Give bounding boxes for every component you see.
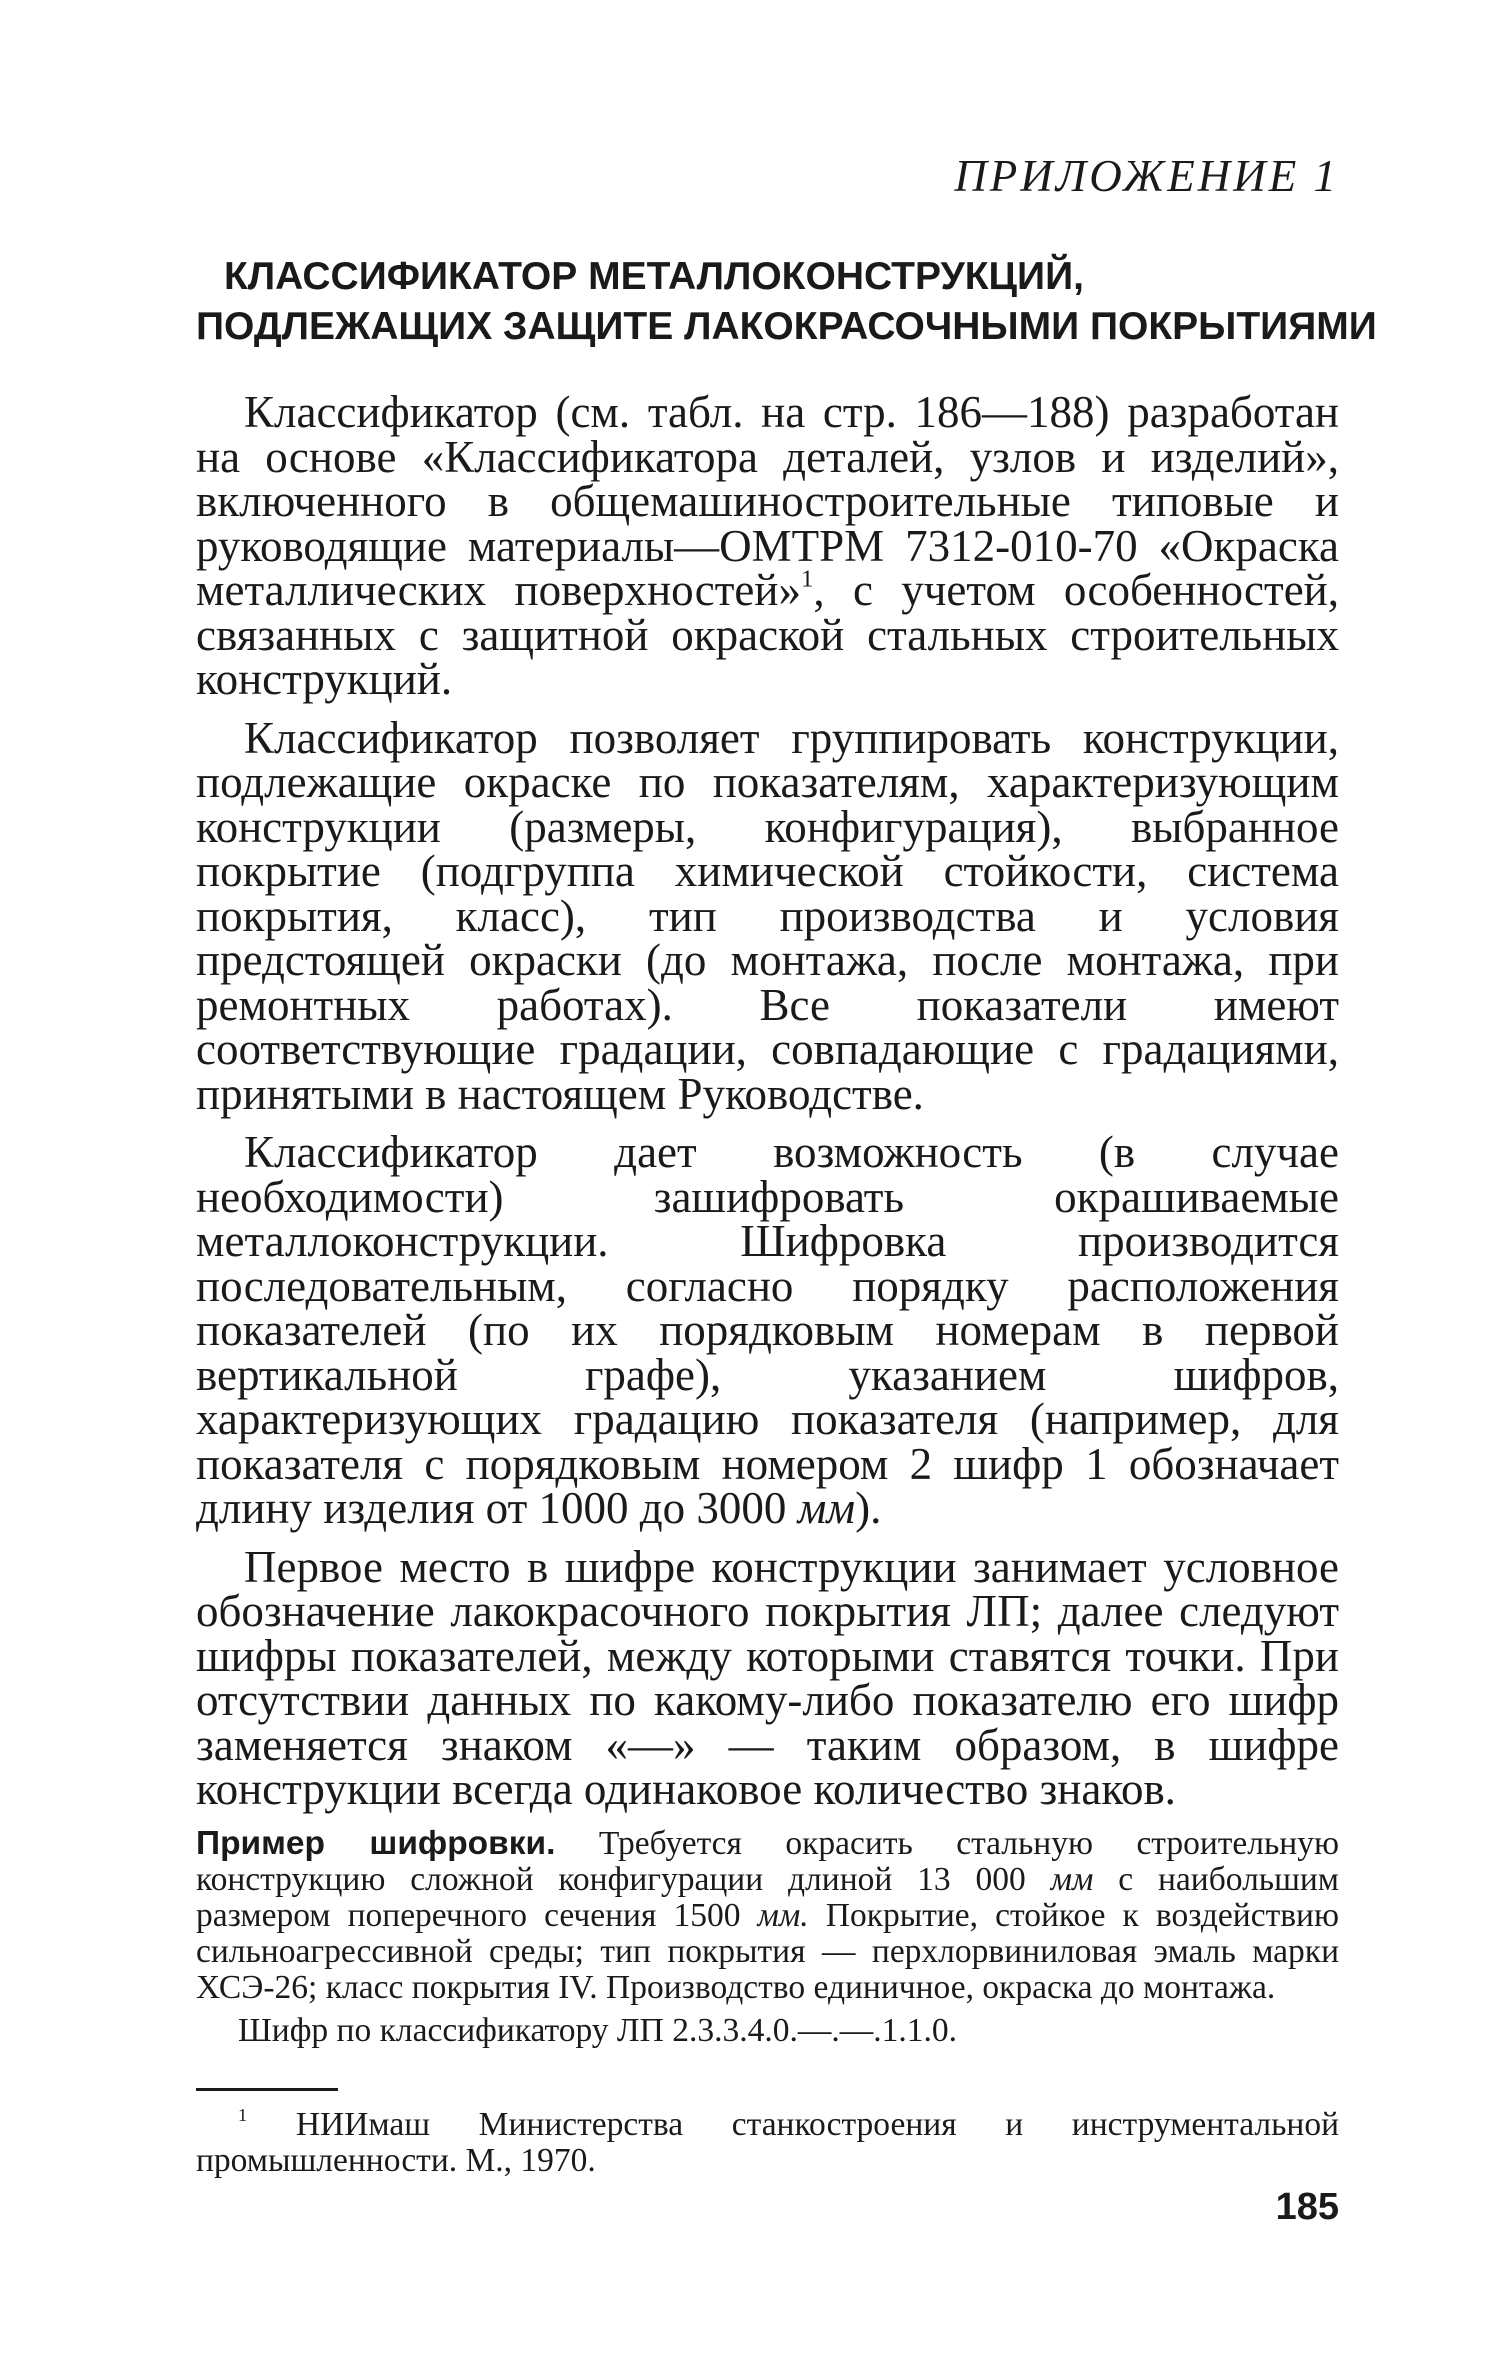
- example-text-b: с наибольшим размером поперечного сечения 1500: [196, 1860, 1339, 1934]
- paragraph-4: Первое место в шифре конструкции занимает условное обозначение лакокрасочного покрытия ЛП; далее следуют шифры показателей, между которыми ставятся точки. При отсутствии данных по какому-либо показателю его шифр заменяется знаком «—» — таким образом, в шифре конструкции всегда одинаковое количество знаков.: [196, 1541, 1339, 1814]
- example-text-c: Покрытие, стойкое к воздействию сильноагрессивной среды; тип покрытия — перхлорвиниловая эмаль марки ХСЭ-26; класс покрытия IV. Производство единичное, окраска до монтажа.: [196, 1896, 1339, 2006]
- paragraph-1: [196, 387, 1340, 704]
- footnote-reference: 1: [800, 565, 814, 593]
- paragraph-1-text-a: Классификатор (см. табл. на стр. 186—188) разработан на основе «Классификатора деталей, узлов и изделий», включенного в общемашиностроительные типовые и руководящие материалы—ОМТРМ 7312-010-70 «Окраска металлических поверхностей»: [196, 387, 1339, 615]
- example-heading: Пример шифровки.: [196, 1824, 556, 1862]
- footnote-text: НИИмаш Министерства станкостроения и инструментальной промышленности. М., 1970.: [196, 2105, 1339, 2179]
- paragraph-2: Классификатор позволяет группировать конструкции, подлежащие окраске по показателям, характеризующим конструкции (размеры, конфигурация), выбранное покрытие (подгруппа химической стойкости, система покрытия, класс), тип производства и условия предстоящей окраски (до монтажа, после монтажа, при ремонтных работах). Все показатели имеют соответствующие градации, совпадающие с градациями, принятыми в настоящем Руководстве.: [196, 712, 1339, 1119]
- encoding-example: [196, 1826, 1339, 2006]
- footnote-mark: 1: [238, 2104, 248, 2125]
- unit-mm: мм: [797, 1483, 856, 1533]
- paragraph-3-text-b: ).: [855, 1483, 882, 1533]
- appendix-label: ПРИЛОЖЕНИЕ 1: [954, 151, 1339, 201]
- section-title: [196, 252, 1377, 352]
- document-page: [196, 150, 1377, 2179]
- footnote-divider: [196, 2088, 338, 2091]
- example-unit-a: мм: [1050, 1860, 1094, 1898]
- page-number: 185: [1275, 2186, 1339, 2228]
- title-line-2: ПОДЛЕЖАЩИХ ЗАЩИТЕ ЛАКОКРАСОЧНЫМИ ПОКРЫТИЯМИ: [196, 305, 1377, 348]
- footnote: [196, 2104, 1339, 2179]
- paragraph-1-text-b: , с учетом особенностей, связанных с защитной окраской стальных строительных конструкций.: [196, 565, 1340, 704]
- classifier-code: Шифр по классификатору ЛП 2.3.3.4.0.—.—.1.1.0.: [238, 2011, 957, 2049]
- example-unit-b: мм.: [757, 1896, 809, 1934]
- title-line-1: КЛАССИФИКАТОР МЕТАЛЛОКОНСТРУКЦИЙ,: [224, 255, 1084, 298]
- example-text-a: Требуется окрасить стальную строительную конструкцию сложной конфигурации длиной 13 000: [196, 1824, 1339, 1898]
- paragraph-3: [196, 1127, 1339, 1533]
- paragraph-3-text-a: Классификатор дает возможность (в случае необходимости) зашифровать окрашиваемые металлоконструкции. Шифровка производится последовательным, согласно порядку расположения показателей (по их порядковым номерам в первой вертикальной графе), указанием шифров, характеризующих градацию показателя (например, для показателя с порядковым номером 2 шифр 1 обозначает длину изделия от 1000 до 3000: [196, 1127, 1339, 1533]
